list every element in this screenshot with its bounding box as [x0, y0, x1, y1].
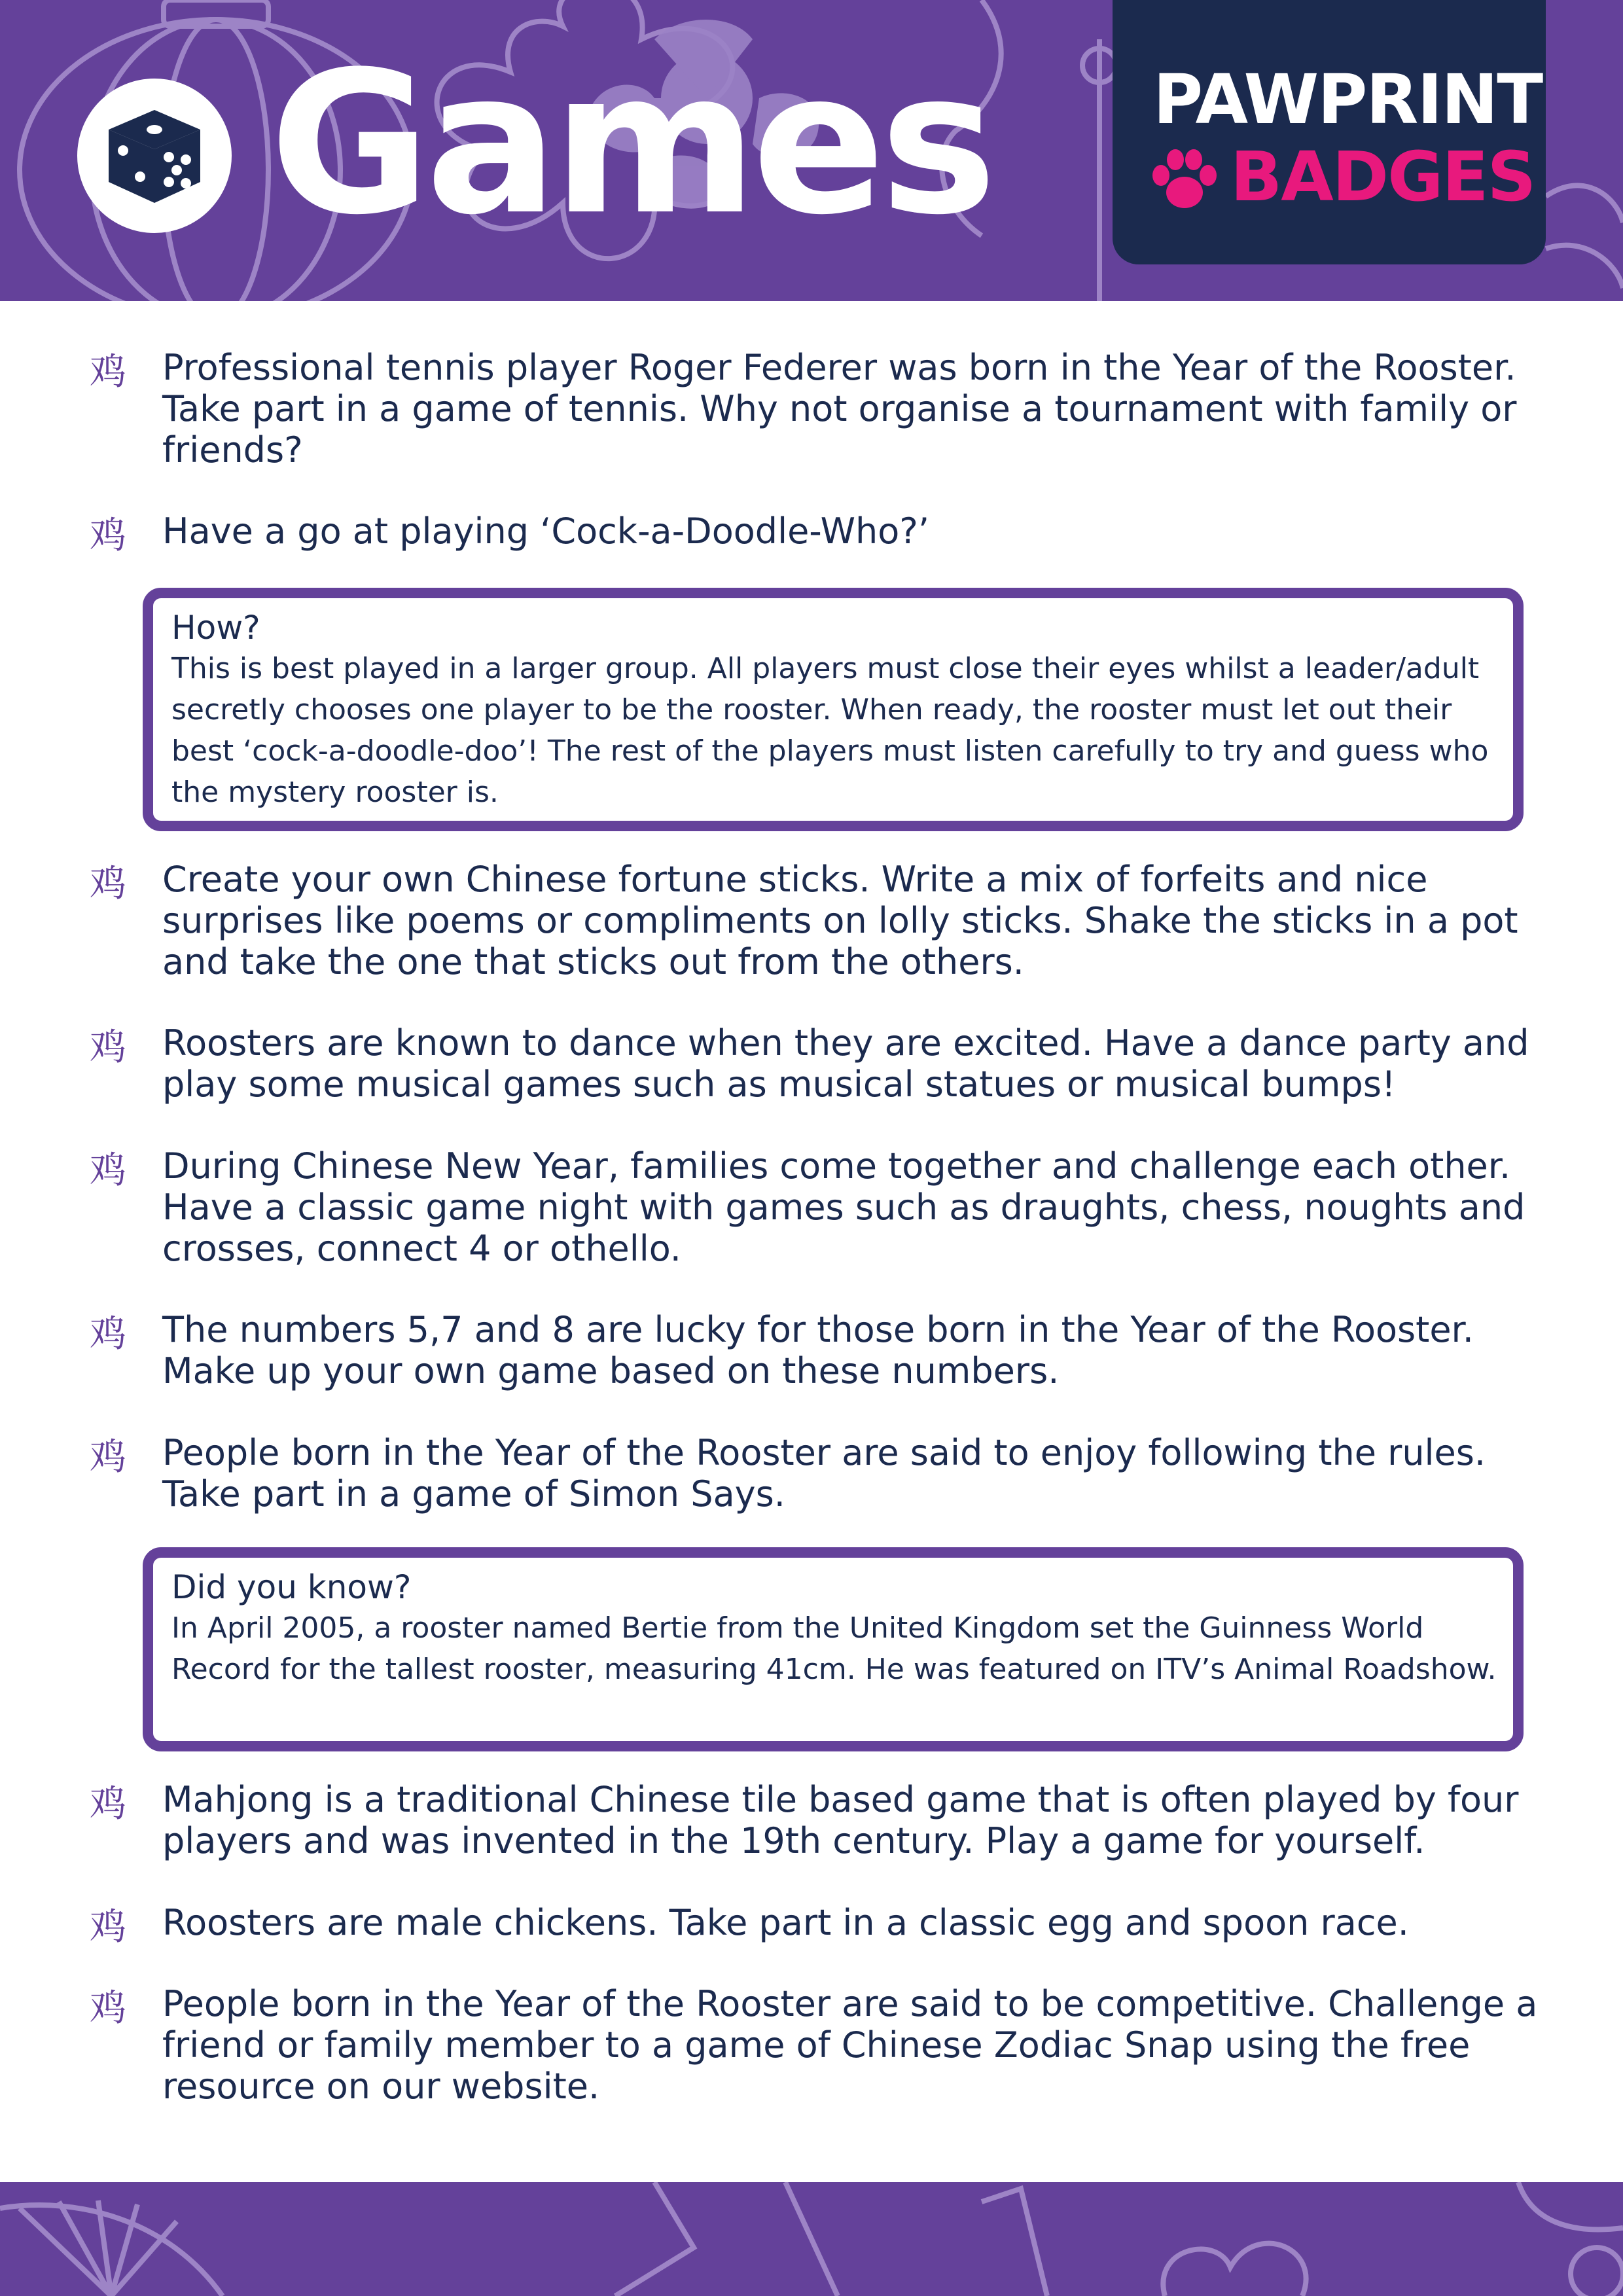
rooster-character-icon: 鸡 [90, 1149, 126, 1192]
footer-banner [0, 2182, 1623, 2296]
rooster-character-icon: 鸡 [90, 1436, 126, 1479]
paw-icon [1150, 149, 1219, 212]
list-item-text: The numbers 5,7 and 8 are lucky for those born in the Year of the Rooster. Make up your own game based on these numbers. [162, 1309, 1474, 1391]
header-banner [0, 0, 1623, 301]
page-title: Games [270, 29, 992, 258]
dice-badge [77, 79, 232, 233]
list-item-text: Roosters are male chickens. Take part in a classic egg and spoon race. [162, 1902, 1409, 1943]
logo-text-badges: BADGES [1230, 137, 1535, 217]
rooster-character-icon: 鸡 [90, 1906, 126, 1948]
how-box-body: This is best played in a larger group. All players must close their eyes whilst a leader/adult secretly chooses one player to be the rooster. When ready, the rooster must let out their best ‘cock-a-doodle-doo’! The rest of the players must listen carefully to try and guess who the mystery rooster is. [171, 652, 1489, 809]
rooster-character-icon: 鸡 [90, 351, 126, 393]
rooster-character-icon: 鸡 [90, 1026, 126, 1069]
how-box [143, 588, 1524, 831]
did-you-know-title: Did you know? [171, 1568, 412, 1606]
fan-lantern-decoration [0, 2182, 1623, 2296]
list-item-text: During Chinese New Year, families come together and challenge each other. Have a classic game night with games such as draughts, chess, noughts and crosses, connect 4 or othello. [162, 1145, 1525, 1269]
list-item-text: Roosters are known to dance when they are excited. Have a dance party and play some musical games such as musical statues or musical bumps! [162, 1022, 1529, 1105]
list-item-text: Mahjong is a traditional Chinese tile based game that is often played by four players and was invented in the 19th century. Play a game for yourself. [162, 1779, 1519, 1861]
rooster-character-icon: 鸡 [90, 1313, 126, 1355]
rooster-character-icon: 鸡 [90, 1987, 126, 2030]
dice-icon [103, 105, 205, 207]
pawprint-badges-logo [1113, 0, 1546, 264]
list-item-text: People born in the Year of the Rooster are said to enjoy following the rules. Take part in a game of Simon Says. [162, 1432, 1486, 1515]
logo-text-pawprint: PAWPRINT [1153, 60, 1543, 139]
list-item-text: Create your own Chinese fortune sticks. Write a mix of forfeits and nice surprises like poems or compliments on lolly sticks. Shake the sticks in a pot and take the one that sticks out from the others. [162, 859, 1518, 982]
list-item-text: Have a go at playing ‘Cock-a-Doodle-Who?’ [162, 511, 930, 552]
how-box-title: How? [171, 609, 260, 647]
list-item-text: People born in the Year of the Rooster are said to be competitive. Challenge a friend or family member to a game of Chinese Zodiac Snap using the free resource on our website. [162, 1983, 1538, 2107]
rooster-character-icon: 鸡 [90, 1783, 126, 1825]
rooster-character-icon: 鸡 [90, 863, 126, 905]
rooster-character-icon: 鸡 [90, 514, 126, 557]
did-you-know-body: In April 2005, a rooster named Bertie from the United Kingdom set the Guinness World Record for the tallest rooster, measuring 41cm. He was featured on ITV’s Animal Roadshow. [171, 1611, 1497, 1686]
list-item-text: Professional tennis player Roger Federer was born in the Year of the Rooster. Take part in a game of tennis. Why not organise a tournament with family or friends? [162, 347, 1517, 471]
did-you-know-box [143, 1547, 1524, 1751]
